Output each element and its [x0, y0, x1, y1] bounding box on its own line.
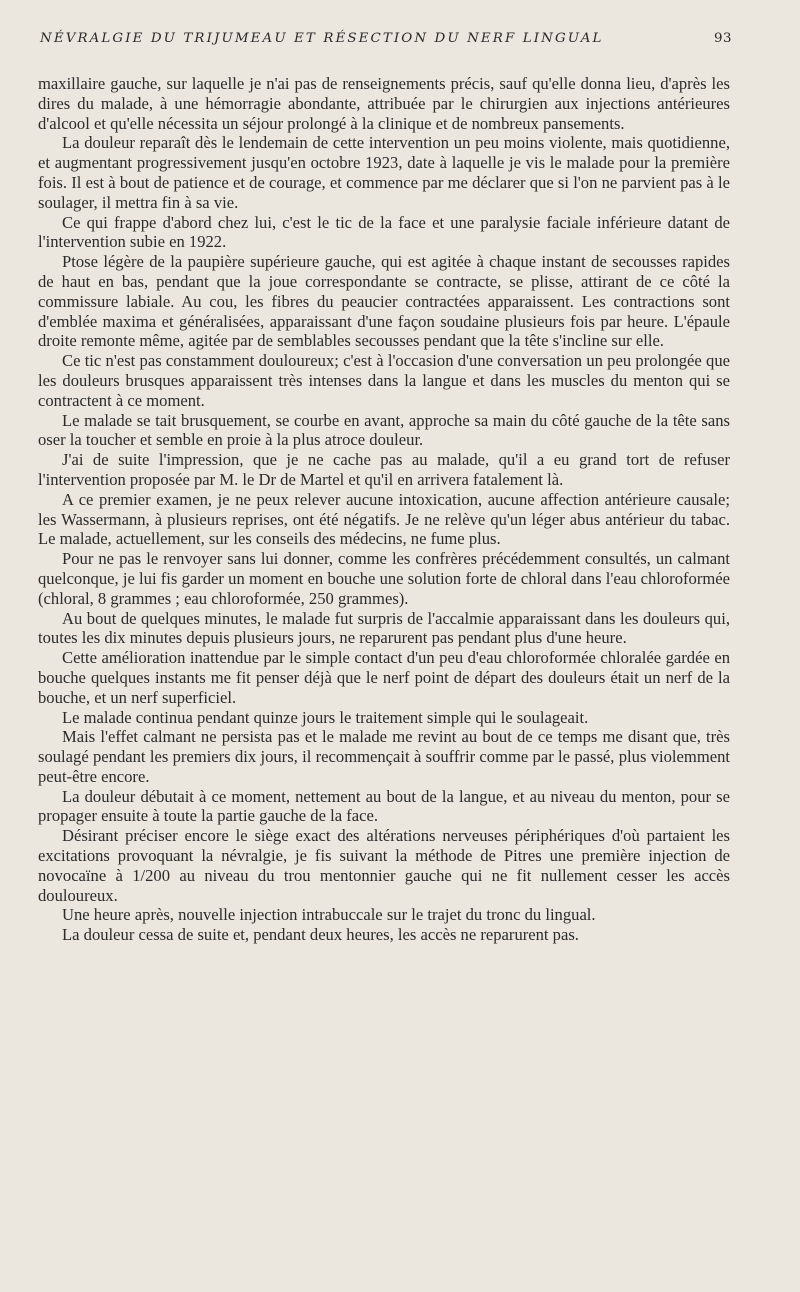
paragraph: La douleur cessa de suite et, pendant deux heures, les accès ne reparurent pas. — [62, 925, 579, 945]
paragraph: Ce qui frappe d'abord chez lui, c'est le tic de la face et une paralysie faciale inférieure datant de l'intervention subie en 1922. — [38, 212, 730, 252]
running-title: NÉVRALGIE DU TRIJUMEAU ET RÉSECTION DU NERF LINGUAL — [40, 31, 604, 46]
paragraph: Ptose légère de la paupière supérieure gauche, qui est agitée à chaque instant de secousses rapides de haut en bas, pendant que la joue correspondante se contracte, se plisse, attirant de ce côté la commissure labiale. Au cou, les fibres du peaucier contractées apparaissent. Les contractions sont d'emblée maxima et généralisées, apparaissant d'une façon soudaine plusieurs fois par heure. L'épaule droite remonte même, agitée par de semblables secousses pendant que la tête s'incline sur elle. — [38, 252, 730, 351]
running-head — [40, 31, 732, 53]
paragraph: A ce premier examen, je ne peux relever aucune intoxication, aucune affection antérieure causale; les Wassermann, à plusieurs reprises, ont été négatifs. Je ne relève qu'un léger abus antérieur du tabac. Le malade, actuellement, sur les conseils des médecins, ne fume plus. — [38, 489, 730, 549]
paragraph: J'ai de suite l'impression, que je ne cache pas au malade, qu'il a eu grand tort de refuser l'intervention proposée par M. le Dr de Martel et qu'il en arrivera fatalement là. — [38, 450, 730, 489]
paragraph: Le malade continua pendant quinze jours le traitement simple qui le soulageait. — [62, 707, 589, 727]
paragraph: Le malade se tait brusquement, se courbe en avant, approche sa main du côté gauche de la tête sans oser la toucher et semble en proie à la plus atroce douleur. — [38, 410, 730, 450]
paragraph: Au bout de quelques minutes, le malade fut surpris de l'accalmie apparaissant dans les douleurs qui, toutes les dix minutes depuis plusieurs jours, ne reparurent pas pendant plus d'une heure. — [38, 608, 730, 648]
paragraph: Une heure après, nouvelle injection intrabuccale sur le trajet du tronc du lingual. — [62, 905, 596, 925]
paragraph: Ce tic n'est pas constamment douloureux; c'est à l'occasion d'une conversation un peu prolongée que les douleurs brusques apparaissent très intenses dans la langue et dans les muscles du menton qui se contractent à ce moment. — [38, 351, 730, 410]
paragraph: Pour ne pas le renvoyer sans lui donner, comme les confrères précédemment consultés, un calmant quelconque, je lui fis garder un moment en bouche une solution forte de chloral dans l'eau chloroformée (chloral, 8 grammes ; eau chloroformée, 250 grammes). — [38, 549, 730, 608]
paragraph: Mais l'effet calmant ne persista pas et le malade me revint au bout de ce temps me disant que, très soulagé pendant les premiers dix jours, il recommençait à souffrir comme par le passé, plus violemment peut-être encore. — [38, 727, 730, 786]
paragraph: Cette amélioration inattendue par le simple contact d'un peu d'eau chloroformée chloralée gardée en bouche quelques instants me fit penser déjà que le nerf point de départ des douleurs était un nerf de la bouche, et un nerf superficiel. — [38, 648, 730, 707]
paragraph: Désirant préciser encore le siège exact des altérations nerveuses périphériques d'où partaient les excitations provoquant la névralgie, je fis suivant la méthode de Pitres une première injection de novocaïne à 1/200 au niveau du trou mentonnier gauche qui ne fit nullement cesser les accès douloureux. — [38, 826, 730, 905]
paragraph: La douleur reparaît dès le lendemain de cette intervention un peu moins violente, mais quotidienne, et augmentant progressivement jusqu'en octobre 1923, date à laquelle je vis le malade pour la première fois. Il est à bout de patience et de courage, et commence par me déclarer que si l'on ne parvient pas à le soulager, il mettra fin à sa vie. — [38, 133, 730, 212]
body-text — [38, 74, 730, 945]
paragraph: maxillaire gauche, sur laquelle je n'ai pas de renseignements précis, sauf qu'elle donna lieu, d'après les dires du malade, à une hémorragie abondante, attribuée par le chirurgien aux injections antérieures d'alcool et qu'elle nécessita un séjour prolongé à la clinique et de nombreux pansements. — [38, 74, 730, 133]
paragraph: La douleur débutait à ce moment, nettement au bout de la langue, et au niveau du menton, pour se propager ensuite à toute la partie gauche de la face. — [38, 786, 730, 826]
page-number: 93 — [713, 31, 732, 46]
